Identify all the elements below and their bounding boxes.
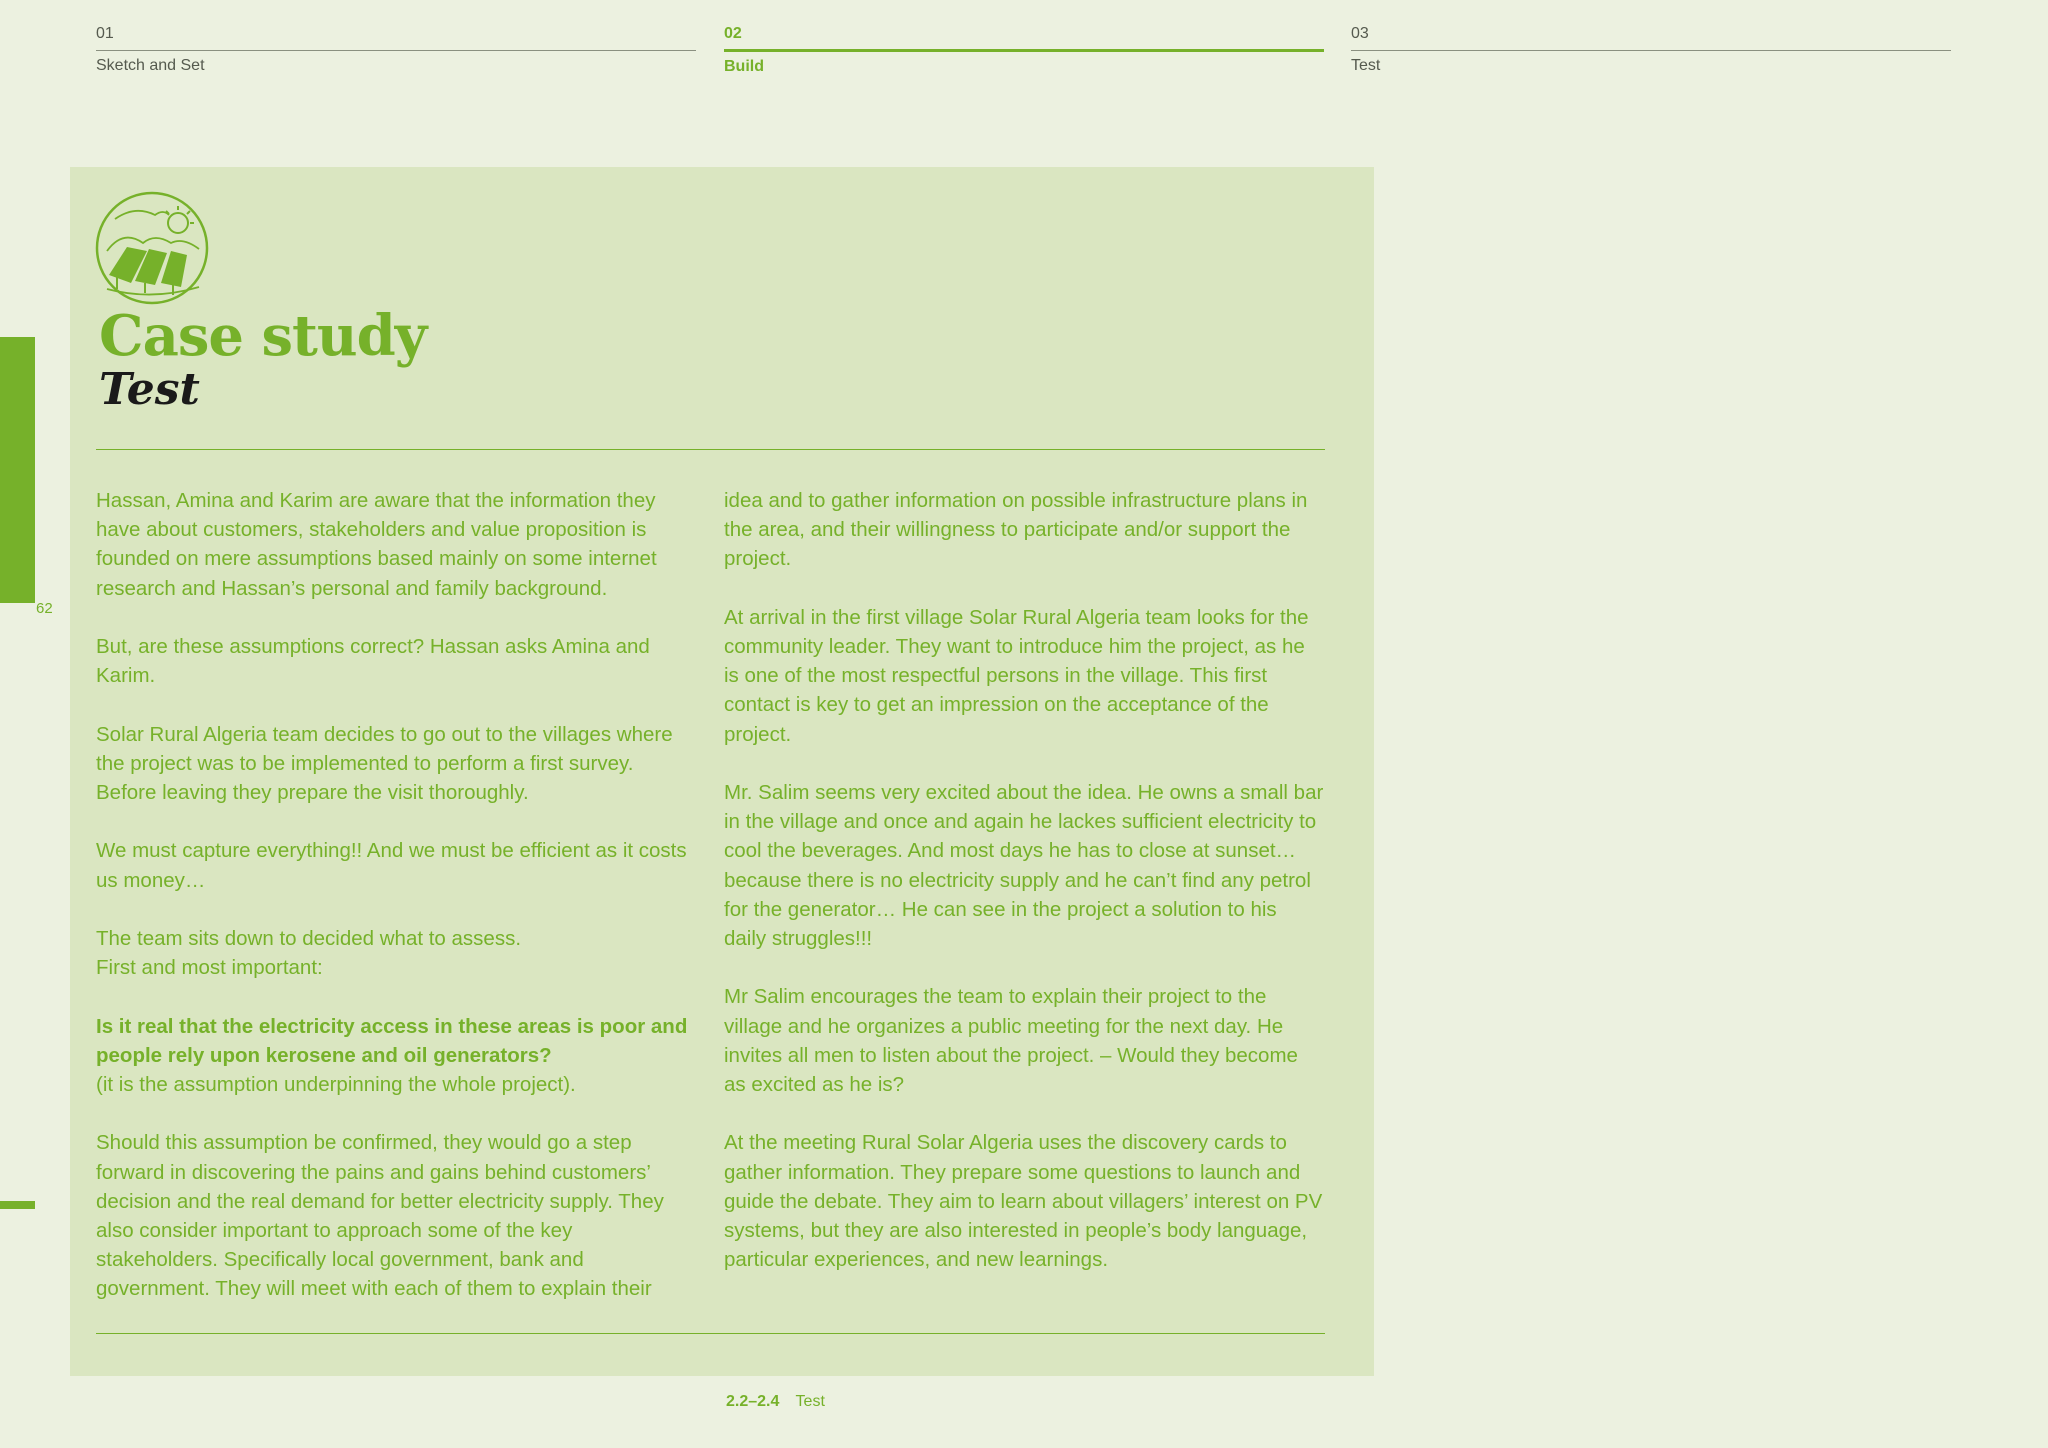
page-title: Case study <box>99 303 427 369</box>
key-question: Is it real that the electricity access in these areas is poor and people rely upon kerosene and oil generators? <box>96 1014 688 1067</box>
top-divider <box>96 449 1325 450</box>
case-study-card <box>70 167 1374 1376</box>
paragraph: idea and to gather information on possible infrastructure plans in the area, and their willingness to participate and/or support the project. <box>724 489 1308 571</box>
step-rule <box>96 50 696 51</box>
step-rule <box>724 49 1324 52</box>
progress-steps <box>96 24 1952 84</box>
village-solar-panels-icon <box>95 191 209 305</box>
paragraph: At arrival in the first village Solar Rural Algeria team looks for the community leader. They want to introduce him the project, as he is one of the most respectful persons in the village. This first contact is key to get an impression on the acceptance of the project. <box>724 605 1309 746</box>
paragraph: Mr. Salim seems very excited about the idea. He owns a small bar in the village and once and again he lackes sufficient electricity to cool the beverages. And most days he has to close at sunset… because there is no electricity supply and he can’t find any petrol for the generator… He can see in the project a solution to his daily struggles!!! <box>724 781 1324 951</box>
paragraph: But, are these assumptions correct? Hassan asks Amina and Karim. <box>96 635 650 688</box>
paragraph-line: First and most important: <box>96 956 323 980</box>
text-column-right <box>724 486 1324 1304</box>
step-number: 01 <box>96 25 114 42</box>
footer-section-label: Test <box>795 1393 825 1410</box>
page-footer <box>726 1393 825 1411</box>
step-build[interactable] <box>724 24 1324 77</box>
page-number: 62 <box>36 600 53 617</box>
paragraph: Mr Salim encourages the team to explain their project to the village and he organizes a public meeting for the next day. He invites all men to listen about the project. – Would they become as excited as he is? <box>724 985 1298 1097</box>
paragraph <box>96 1012 696 1100</box>
step-number: 03 <box>1351 25 1369 42</box>
step-sketch-and-set[interactable] <box>96 24 696 76</box>
step-rule <box>1351 50 1951 51</box>
paragraph: Should this assumption be confirmed, they would go a step forward in discovering the pains and gains behind customers’ decision and the real demand for better electricity supply. They also consider important to approach some of the key stakeholders. Specifically local government, bank and government. They will meet with each of them to explain their <box>96 1131 664 1301</box>
paragraph-line: The team sits down to decided what to assess. <box>96 926 522 950</box>
bottom-divider <box>96 1333 1325 1334</box>
side-accent-tick <box>0 1201 35 1209</box>
step-label: Sketch and Set <box>96 57 205 74</box>
step-number: 02 <box>724 25 742 42</box>
footer-section-code: 2.2–2.4 <box>726 1393 780 1410</box>
step-label: Test <box>1351 57 1381 74</box>
step-label: Build <box>724 58 764 75</box>
paragraph: Hassan, Amina and Karim are aware that the information they have about customers, stakeholders and value proposition is founded on mere assumptions based mainly on some internet research and Hassan’s personal and family background. <box>96 489 657 600</box>
paragraph-line: (it is the assumption underpinning the whole project). <box>96 1072 576 1096</box>
text-column-left <box>96 486 696 1333</box>
paragraph: Solar Rural Algeria team decides to go out to the villages where the project was to be implemented to perform a first survey. Before leaving they prepare the visit thoroughly. <box>96 722 673 804</box>
step-test[interactable] <box>1351 24 1951 76</box>
page-subtitle: Test <box>99 364 200 415</box>
paragraph <box>96 924 696 982</box>
paragraph: We must capture everything!! And we must be efficient as it costs us money… <box>96 839 687 892</box>
paragraph: At the meeting Rural Solar Algeria uses the discovery cards to gather information. They prepare some questions to launch and guide the debate. They aim to learn about villagers’ interest on PV systems, but they are also interested in people’s body language, particular experiences, and new learnings. <box>724 1131 1323 1272</box>
side-accent-bar <box>0 337 35 603</box>
